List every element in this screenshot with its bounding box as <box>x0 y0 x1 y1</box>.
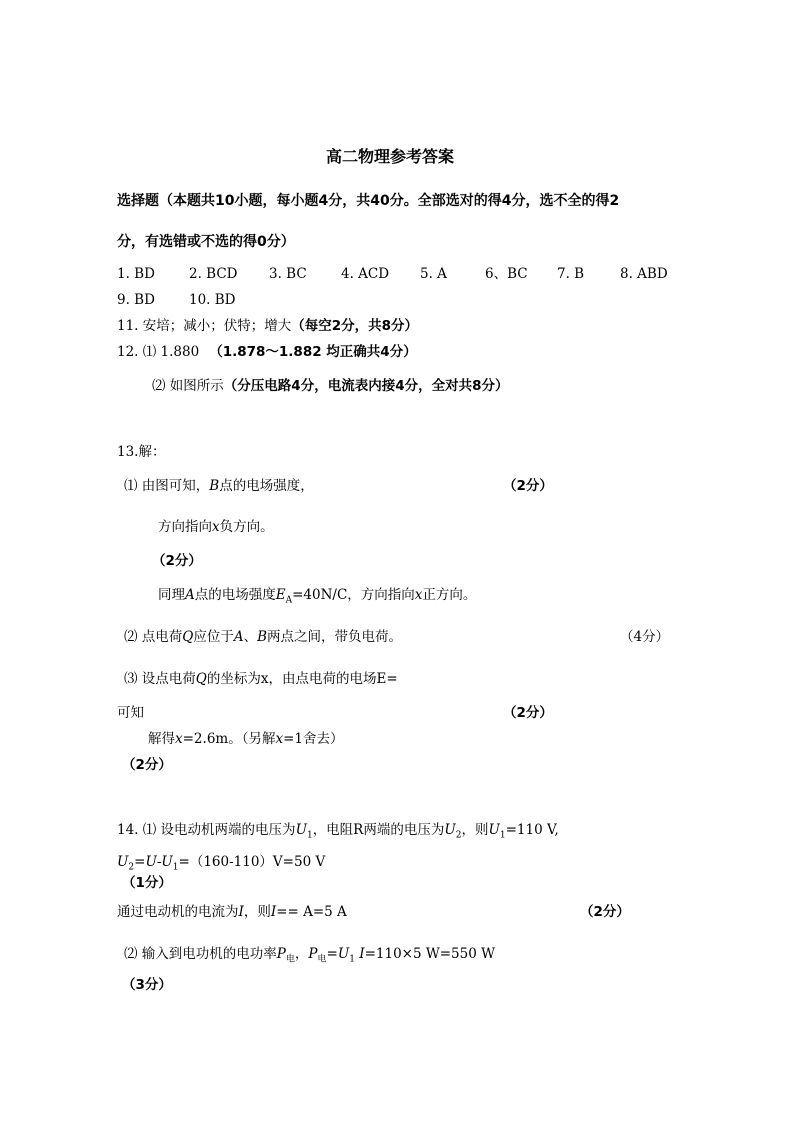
q13-part3-know: 可知 <box>117 705 144 721</box>
text: U <box>117 854 129 870</box>
q13-part1 <box>124 477 314 495</box>
text: ⑶ 设点电荷 <box>124 671 196 687</box>
page-title: 高二物理参考答案 <box>326 147 455 166</box>
text: A <box>285 595 293 606</box>
text: 1 <box>306 830 313 841</box>
q12-line2 <box>152 377 508 395</box>
text: U <box>444 822 456 838</box>
text: ⑵ 输入到电功机的电功率 <box>124 946 277 962</box>
q14-line3 <box>117 903 347 921</box>
text: 通过电动机的电流为 <box>117 904 239 920</box>
text: Q <box>182 629 194 645</box>
text: 14. ⑴ 设电动机两端的电压为 <box>117 822 296 838</box>
answer-item: 3. BC <box>269 266 307 282</box>
q12-answer: 12. ⑴ 1.880 <box>117 344 200 360</box>
q12-line1 <box>117 343 417 361</box>
q13-part1-direction <box>158 518 274 536</box>
q14-score2: （2分） <box>580 904 630 920</box>
text: 负方向。 <box>219 519 274 535</box>
text: x <box>212 519 220 535</box>
q14-score3: （3分） <box>122 977 172 993</box>
q12-part2: ⑵ 如图所示 <box>152 378 224 394</box>
text: ，电阻R两端的电压为 <box>312 822 445 838</box>
answer-item: 4. ACD <box>341 266 390 282</box>
text: U <box>337 946 350 962</box>
text: ， <box>294 946 309 962</box>
text: ⑵ 点电荷 <box>124 629 183 645</box>
text: =（160-110）V=50 V <box>178 854 326 870</box>
text: =110 V, <box>505 822 559 838</box>
text: I <box>238 904 244 920</box>
q11-line <box>117 317 418 335</box>
q11-score: （每空2分，共8分） <box>291 318 419 334</box>
q13-part2-score: （4分） <box>620 629 670 645</box>
answer-item: 6、BC <box>485 266 528 282</box>
text: ，则 <box>243 904 271 920</box>
text: A <box>233 629 244 645</box>
q13-part1-score2: （2分） <box>152 553 202 569</box>
q14-line1 <box>117 821 559 845</box>
answer-item: 1. BD <box>117 266 155 282</box>
answer-item: 2. BCD <box>189 266 238 282</box>
text: B <box>257 629 268 645</box>
text: 1 <box>499 830 506 841</box>
q13-part3-score2: （2分） <box>122 757 172 773</box>
text: x <box>414 587 423 603</box>
answer-item: 10. BD <box>189 292 236 308</box>
text: 正方向。 <box>422 587 477 603</box>
text: 点的电场强度， <box>219 478 314 494</box>
text: U <box>488 822 500 838</box>
text: 两点之间，带负电荷。 <box>267 629 403 645</box>
q13-part2 <box>124 628 402 646</box>
text: x <box>275 731 284 747</box>
q13-part1-score: （2分） <box>503 478 553 494</box>
text: - <box>156 854 162 870</box>
text: Q <box>195 671 207 687</box>
answer-item: 8. ABD <box>620 266 668 282</box>
q14-line4 <box>124 945 495 969</box>
text: U <box>145 854 157 870</box>
q13-head: 13.解： <box>117 444 166 460</box>
text: 的坐标为x，由点电荷的电场E= <box>206 671 398 687</box>
choice-section-heading-cont: 分，有选错或不选的得0分） <box>117 234 295 250</box>
text: B <box>209 478 220 494</box>
text: 2 <box>128 862 135 873</box>
text: 电 <box>317 954 327 965</box>
text: = <box>326 946 338 962</box>
q11-answer: 11. 安培；减小；伏特；增大 <box>117 318 292 334</box>
text: I <box>359 946 365 962</box>
text: =110×5 W=550 W <box>364 946 495 962</box>
text: = <box>134 854 146 870</box>
text: P <box>276 946 286 962</box>
text: == A=5 A <box>276 904 347 920</box>
q12-part2-note: （分压电路4分，电流表内接4分，全对共8分） <box>223 378 509 394</box>
q13-part3-solution <box>148 730 344 748</box>
text: 2 <box>455 830 462 841</box>
text: 1 <box>349 954 355 965</box>
q13-part3-score: （2分） <box>503 705 553 721</box>
q12-note: （1.878～1.882 均正确共4分） <box>209 344 417 360</box>
text: I <box>270 904 277 920</box>
text: ，则 <box>461 822 489 838</box>
text: P <box>308 946 318 962</box>
text: =40N/C，方向指向 <box>292 587 415 603</box>
q13-part3 <box>124 670 398 688</box>
answer-item: 9. BD <box>117 292 155 308</box>
text: E <box>275 587 286 603</box>
text: ⑴ 由图可知， <box>124 478 210 494</box>
text: U <box>295 822 307 838</box>
answer-item: 7. B <box>557 266 585 282</box>
text: 应位于 <box>193 629 234 645</box>
text: 同理 <box>158 587 185 603</box>
text: A <box>185 587 195 603</box>
text: =2.6m。（另解 <box>182 731 276 747</box>
text: 、 <box>243 629 258 645</box>
choice-section-heading: 选择题（本题共10小题，每小题4分，共40分。全部选对的得4分，选不全的得2 <box>117 193 620 209</box>
text: x <box>175 731 183 747</box>
q14-score1: （1分） <box>122 875 172 891</box>
answer-item: 5. A <box>420 266 447 282</box>
text: 1 <box>172 862 179 873</box>
text: 方向指向 <box>158 519 212 535</box>
text: U <box>161 854 173 870</box>
q13-part1-same <box>158 586 476 610</box>
text: =1舍去） <box>283 731 344 747</box>
text: 电 <box>285 954 295 965</box>
text: 解得 <box>148 731 175 747</box>
text: 点的电场强度 <box>194 587 276 603</box>
